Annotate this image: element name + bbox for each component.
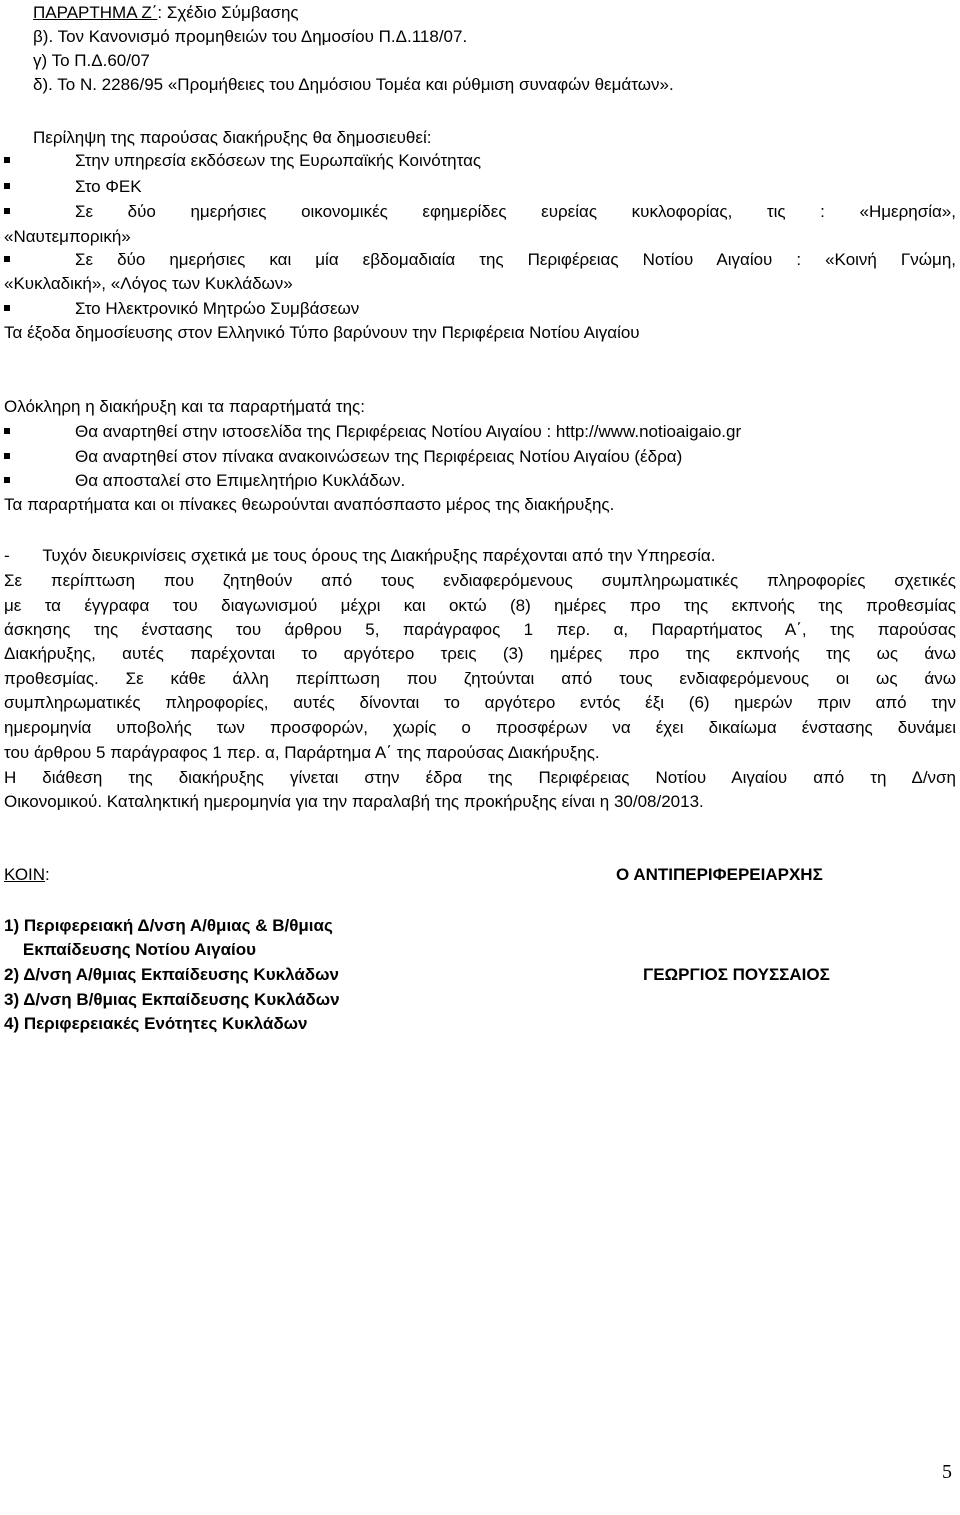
- document-title: [33, 2, 299, 24]
- recipient-line: 4) Περιφερειακές Ενότητες Κυκλάδων: [4, 1014, 308, 1033]
- signer-name: ΓΕΩΡΓΙΟΣ ΠΟΥΣΣΑΙΟΣ: [643, 965, 830, 984]
- bullet-square-icon: [4, 208, 10, 214]
- appendix-title: ΠΑΡΑΡΤΗΜΑ Ζ΄: [33, 3, 158, 22]
- recipient-line: 3) Δ/νση Β/θμιας Εκπαίδευσης Κυκλάδων: [4, 990, 340, 1009]
- recipient-line: 2) Δ/νση Α/θμιας Εκπαίδευσης Κυκλάδων: [4, 965, 339, 984]
- bullet-square-icon: [4, 477, 10, 483]
- summary-bullet-continuation: «Ναυτεμπορική»: [4, 227, 131, 246]
- reference-line: β). Τον Κανονισμό προμηθειών του Δημοσίου Π.Δ.118/07.: [33, 27, 468, 46]
- clarifications-paragraph-last: του άρθρου 5 παράγραφος 1 περ. α, Παράρτημα Α΄ της παρούσας Διακήρυξης.: [4, 743, 600, 762]
- clarifications-paragraph-line: Διακήρυξης, αυτές παρέχονται το αργότερο τρεις (3) ημέρες προ της εκπνοής της ως άνω: [4, 644, 956, 663]
- summary-intro: Περίληψη της παρούσας διακήρυξης θα δημοσιευθεί:: [33, 128, 432, 147]
- reference-line: γ) Το Π.Δ.60/07: [33, 51, 150, 70]
- reference-line: δ). Το Ν. 2286/95 «Προμήθειες του Δημόσιου Τομέα και ρύθμιση συναφών θεμάτων».: [33, 75, 674, 94]
- availability-line: Η διάθεση της διακήρυξης γίνεται στην έδρα της Περιφέρειας Νοτίου Αιγαίου από τη Δ/νση: [4, 768, 956, 787]
- signer-title: Ο ΑΝΤΙΠΕΡΙΦΕΡΕΙΑΡΧΗΣ: [616, 865, 823, 884]
- clarifications-paragraph-line: Σε περίπτωση που ζητηθούν από τους ενδιαφερόμενους συμπληρωματικές πληροφορίες σχετικές: [4, 571, 956, 590]
- annexes-integral: Τα παραρτήματα και οι πίνακες θεωρούνται αναπόσπαστο μέρος της διακήρυξης.: [4, 495, 615, 514]
- summary-bullet-continuation: «Κυκλαδική», «Λόγος των Κυκλάδων»: [4, 274, 293, 293]
- bullet-square-icon: [4, 256, 10, 262]
- bullet-square-icon: [4, 305, 10, 311]
- clarifications-paragraph-line: με τα έγγραφα του διαγωνισμού μέχρι και οκτώ (8) ημέρες προ της εκπνοής της προθεσμίας: [4, 596, 956, 615]
- clarifications-paragraph-line: ημερομηνία υποβολής των προσφορών, χωρίς ο προσφέρων να έχει δικαίωμα ένστασης δυνάμει: [4, 718, 956, 737]
- koin-label: ΚΟΙΝ:: [4, 865, 50, 884]
- availability-line: Οικονομικού. Καταληκτική ημερομηνία για την παραλαβή της προκήρυξης είναι η 30/08/2013.: [4, 792, 704, 811]
- publication-costs: Τα έξοδα δημοσίευσης στον Ελληνικό Τύπο βαρύνουν την Περιφέρεια Νοτίου Αιγαίου: [4, 323, 640, 342]
- bullet-square-icon: [4, 157, 10, 163]
- appendix-subtitle: : Σχέδιο Σύμβασης: [157, 3, 299, 22]
- bullet-square-icon: [4, 453, 10, 459]
- recipient-line: Εκπαίδευσης Νοτίου Αιγαίου: [4, 940, 257, 959]
- page-number: 5: [942, 1461, 952, 1483]
- recipient-line: 1) Περιφερειακή Δ/νση Α/θμιας & Β/θμιας: [4, 916, 333, 935]
- full-intro: Ολόκληρη η διακήρυξη και τα παραρτήματά της:: [4, 397, 365, 416]
- clarifications-paragraph-line: συμπληρωματικές πληροφορίες, αυτές δίνονται το αργότερο εντός έξι (6) ημερών πριν από την: [4, 693, 956, 712]
- clarifications-paragraph-line: προθεσμίας. Σε κάθε άλλη περίπτωση που ζητούνται από τους ενδιαφερόμενους οι ως άνω: [4, 669, 956, 688]
- bullet-square-icon: [4, 428, 10, 434]
- clarifications-paragraph-line: άσκησης της ένστασης του άρθρου 5, παράγραφος 1 περ. α, Παραρτήματος Α΄, της παρούσας: [4, 620, 956, 639]
- clarifications-line: - Τυχόν διευκρινίσεις σχετικά με τους όρους της Διακήρυξης παρέχονται από την Υπηρεσία.: [4, 546, 716, 565]
- bullet-square-icon: [4, 183, 10, 189]
